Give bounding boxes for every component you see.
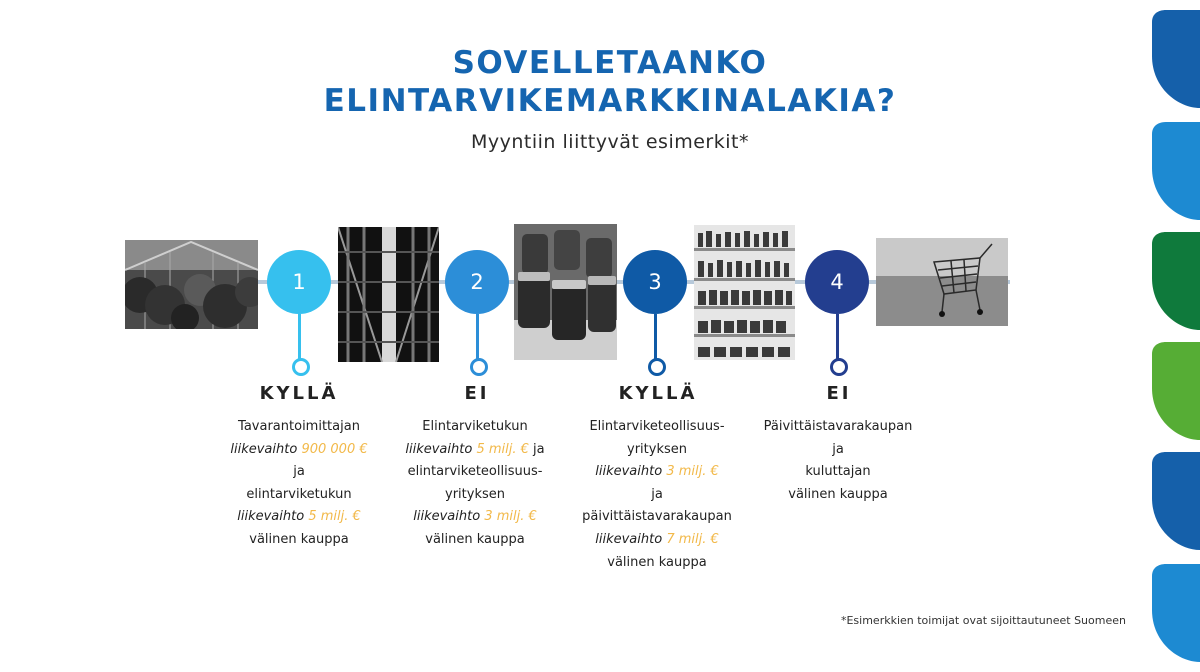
step-3-verdict: KYLLÄ: [618, 383, 698, 404]
store-shelves-photo: [694, 225, 795, 360]
step-2-line-6: välinen kauppa: [425, 531, 525, 547]
step-3-ring: [648, 358, 666, 376]
step-2-line-5: [385, 506, 565, 529]
step-2-connector: [476, 314, 479, 359]
footnote: *Esimerkkien toimijat ovat sijoittautuneet Suomeen: [840, 614, 1126, 627]
step-4-line-4: välinen kauppa: [788, 486, 888, 502]
step-1-verdict: KYLLÄ: [259, 383, 339, 404]
title-line-1: SOVELLETAANKO: [452, 45, 768, 81]
step-4-line-1: Päivittäistavarakaupan: [763, 419, 913, 434]
step-3-line-3: [567, 461, 747, 484]
turnover-amount: 900 000 €: [301, 441, 368, 457]
step-2-verdict: EI: [464, 383, 490, 404]
step-4-description: [748, 416, 928, 506]
step-3-connector: [654, 314, 657, 359]
step-4-line-3: kuluttajan: [805, 464, 871, 480]
step-2-number-circle: 2: [445, 250, 509, 314]
warehouse-racks-photo: [338, 227, 439, 362]
step-4-ring: [830, 358, 848, 376]
step-1-connector: [298, 314, 301, 359]
step-1-line-1: Tavarantoimittajan: [238, 419, 360, 434]
step-4-line-2: ja: [832, 441, 844, 457]
deco-shape-2: [1152, 122, 1200, 220]
page-subtitle: Myyntiin liittyvät esimerkit*: [471, 131, 749, 153]
step-1-description: [209, 416, 389, 552]
turnover-label: liikevaihto: [413, 509, 481, 525]
step-3-line-1: Elintarviketeollisuus-: [589, 419, 725, 434]
step-3-number-circle: 3: [623, 250, 687, 314]
turnover-label: liikevaihto: [595, 464, 663, 480]
turnover-amount: 5 milj. €: [476, 441, 529, 457]
step-1-line-5: [209, 506, 389, 529]
step-1-line-6: välinen kauppa: [249, 531, 349, 547]
step-4-number-circle: 4: [805, 250, 869, 314]
step-1-line-2: [209, 439, 389, 462]
step-3-line-5: päivittäistavarakaupan: [582, 509, 732, 525]
step-1-number-circle: 1: [267, 250, 331, 314]
jars-photo: [514, 224, 617, 360]
conjunction: ja: [533, 441, 545, 457]
turnover-amount: 5 milj. €: [308, 509, 361, 525]
turnover-label: liikevaihto: [405, 441, 473, 457]
deco-shape-5: [1152, 452, 1200, 550]
decorative-side-shapes: [1148, 0, 1200, 672]
deco-shape-6: [1152, 564, 1200, 662]
step-2-line-4: yrityksen: [445, 486, 505, 502]
step-3-line-6: [567, 529, 747, 552]
step-2-description: [385, 416, 565, 552]
deco-shape-3: [1152, 232, 1200, 330]
turnover-amount: 3 milj. €: [484, 509, 537, 525]
step-1-line-4: elintarviketukun: [246, 486, 352, 502]
step-3-line-4: ja: [651, 486, 663, 502]
turnover-label: liikevaihto: [230, 441, 298, 457]
greenhouse-photo: [125, 240, 258, 329]
step-1-line-3: ja: [293, 464, 305, 480]
step-3-line-2: yrityksen: [627, 441, 687, 457]
shopping-cart-photo: [876, 238, 1008, 326]
step-4-connector: [836, 314, 839, 359]
step-3-line-7: välinen kauppa: [607, 554, 707, 570]
step-1-ring: [292, 358, 310, 376]
step-2-line-1: Elintarviketukun: [422, 419, 528, 434]
turnover-label: liikevaihto: [237, 509, 305, 525]
page-title: [300, 44, 920, 120]
step-2-ring: [470, 358, 488, 376]
step-3-description: [567, 416, 747, 574]
step-2-line-3: elintarviketeollisuus-: [407, 464, 543, 480]
deco-shape-4: [1152, 342, 1200, 440]
turnover-amount: 7 milj. €: [666, 531, 719, 547]
deco-shape-1: [1152, 10, 1200, 108]
turnover-amount: 3 milj. €: [666, 464, 719, 480]
title-line-2: ELINTARVIKEMARKKINALAKIA?: [323, 83, 897, 119]
turnover-label: liikevaihto: [595, 531, 663, 547]
step-2-line-2: [385, 439, 565, 462]
step-4-verdict: EI: [826, 383, 852, 404]
